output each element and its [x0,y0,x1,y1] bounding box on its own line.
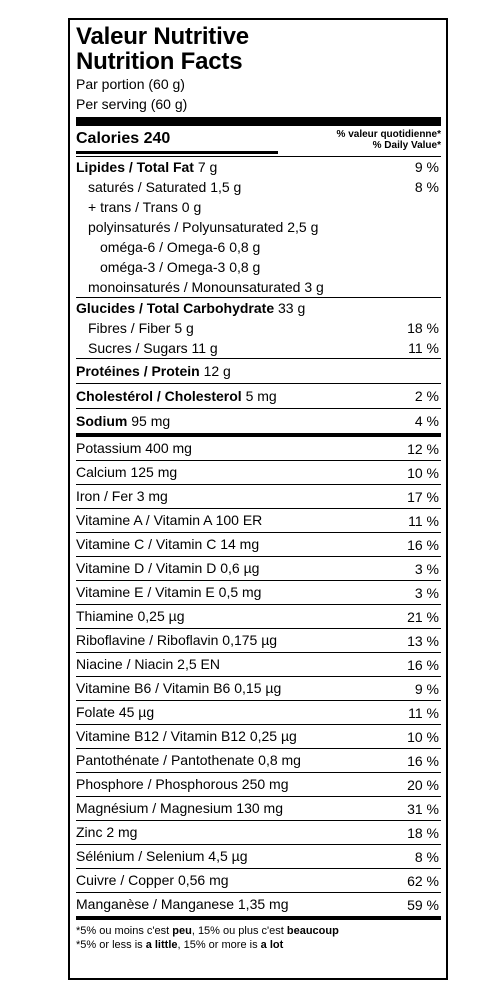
micronutrient-name [76,437,192,460]
micronutrient-amount: 3 mg [136,488,168,504]
micronutrient-row [76,532,441,556]
micronutrient-pct: 11 % [408,705,439,721]
micronutrient-amount: 125 mg [130,464,178,480]
sodium-label: Sodium [76,413,128,429]
micronutrient-row [76,748,441,772]
micronutrient-label: Vitamine D / Vitamin D [76,560,217,576]
serving-fr: Par portion (60 g) [76,76,185,92]
micronutrient-row [76,556,441,580]
fibre-pct: 18 % [407,320,439,336]
dv-header-en: % Daily Value* [372,140,441,151]
micronutrient-row [76,676,441,700]
micronutrient-pct: 59 % [407,897,439,913]
micronutrient-amount: 2,5 EN [177,656,220,672]
micronutrient-amount: 130 mg [236,800,283,816]
sodium-pct: 4 % [414,413,439,429]
micronutrient-amount: 100 ER [215,512,263,528]
micronutrient-pct: 11 % [408,513,439,529]
nutrition-facts-panel [68,18,448,980]
calories [76,129,170,149]
micronutrient-label: Vitamine E / Vitamin E [76,584,215,600]
micronutrient-amount: 0,6 µg [220,560,260,576]
fibre-amount: 5 g [174,320,194,336]
micronutrient-pct: 21 % [407,609,439,625]
omega6-row [76,237,441,257]
micronutrient-pct: 3 % [414,585,439,601]
carbs-row [76,298,441,318]
micronutrient-name [76,629,277,652]
micronutrient-name [76,557,259,580]
calories-underline [76,151,278,154]
micronutrient-pct: 13 % [407,633,439,649]
saturated-row [76,177,441,197]
micronutrient-label: Vitamine B6 / Vitamin B6 [76,680,231,696]
omega6-amount: 0,8 g [229,239,261,255]
micronutrient-amount: 0,25 µg [249,728,297,744]
sugars-pct: 11 % [408,340,439,356]
micronutrient-pct: 20 % [407,777,439,793]
fat-amount: 7 g [197,159,218,175]
omega3-row [76,257,441,277]
micronutrient-amount: 0,5 mg [218,584,262,600]
fat-label: Lipides / Total Fat [76,159,194,175]
micronutrient-pct: 16 % [407,537,439,553]
micronutrient-label: Cuivre / Copper [76,872,175,888]
micronutrient-pct: 10 % [407,465,439,481]
micronutrient-amount: 0,15 µg [234,680,282,696]
micronutrient-row [76,580,441,604]
micronutrient-name [76,701,154,724]
micronutrient-label: Pantothénate / Pantothenate [76,752,255,768]
micronutrient-name [76,749,301,772]
micronutrient-label: Folate [76,704,115,720]
micronutrient-name [76,821,137,844]
micronutrient-amount: 1,35 mg [237,896,289,912]
carbs-amount: 33 g [278,300,306,316]
micronutrient-list [76,437,441,916]
micronutrient-label: Iron / Fer [76,488,133,504]
micronutrient-name [76,461,177,484]
saturated-label: saturés / Saturated [88,179,207,195]
micronutrient-label: Vitamine C / Vitamin C [76,536,217,552]
omega6-label: oméga-6 / Omega-6 [100,239,226,255]
footnote-fr: *5% ou moins c'est peu, 15% ou plus c'est beaucoup [76,925,339,937]
omega3-amount: 0,8 g [229,259,261,275]
title-fr: Valeur Nutritive [76,23,249,50]
micronutrient-row [76,796,441,820]
cholesterol-row [76,384,441,408]
sugars-row [76,338,441,358]
micronutrient-amount: 14 mg [220,536,260,552]
micronutrient-row [76,604,441,628]
micronutrient-amount: 0,175 µg [222,632,278,648]
micronutrient-name [76,869,229,892]
calories-row [76,126,441,156]
protein-amount: 12 g [203,363,231,379]
micronutrient-row [76,652,441,676]
micronutrient-name [76,725,297,748]
mono-label: monoinsaturés / Monounsaturated [88,279,301,295]
micronutrient-row [76,844,441,868]
footnote [76,920,441,952]
micronutrient-name [76,509,262,532]
carbs-label: Glucides / Total Carbohydrate [76,300,275,316]
micronutrient-label: Manganèse / Manganese [76,896,234,912]
micronutrient-row [76,700,441,724]
micronutrient-pct: 12 % [407,441,439,457]
micronutrient-name [76,485,168,508]
micronutrient-pct: 9 % [414,681,439,697]
fat-row [76,157,441,177]
sugars-amount: 11 g [191,340,218,356]
micronutrient-row [76,820,441,844]
micronutrient-pct: 10 % [407,729,439,745]
micronutrient-name [76,797,283,820]
micronutrient-name [76,533,259,556]
micronutrient-pct: 16 % [407,753,439,769]
micronutrient-label: Potassium [76,440,142,456]
micronutrient-amount: 0,56 mg [177,872,229,888]
poly-label: polyinsaturés / Polyunsaturated [88,219,284,235]
calories-label: Calories [76,130,140,147]
micronutrient-amount: 400 mg [145,440,192,456]
daily-value-header [337,129,441,151]
micronutrient-label: Vitamine B12 / Vitamin B12 [76,728,246,744]
micronutrient-name [76,773,288,796]
micronutrient-label: Riboflavine / Riboflavin [76,632,219,648]
micronutrient-row [76,868,441,892]
mono-row [76,277,441,297]
title-en: Nutrition Facts [76,48,243,75]
footnote-en: *5% or less is a little, 15% or more is a lot [76,939,284,951]
micronutrient-amount: 45 µg [118,704,155,720]
serving-en: Per serving (60 g) [76,96,188,112]
poly-row [76,217,441,237]
divider-thick [76,117,441,126]
cholesterol-label: Cholestérol / Cholesterol [76,388,242,404]
micronutrient-row [76,628,441,652]
micronutrient-pct: 31 % [407,801,439,817]
saturated-pct: 8 % [414,179,439,195]
protein-label: Protéines / Protein [76,363,200,379]
micronutrient-amount: 0,8 mg [258,752,301,768]
trans-label: + trans / Trans [88,199,178,215]
fibre-label: Fibres / Fiber [88,320,171,336]
cholesterol-pct: 2 % [414,388,439,404]
micronutrient-row [76,484,441,508]
calories-value: 240 [143,130,171,147]
mono-amount: 3 g [304,279,324,295]
micronutrient-row [76,724,441,748]
protein-row [76,359,441,383]
micronutrient-label: Phosphore / Phosphorous [76,776,238,792]
micronutrient-label: Niacine / Niacin [76,656,174,672]
micronutrient-label: Thiamine [76,608,134,624]
poly-amount: 2,5 g [287,219,319,235]
micronutrient-label: Vitamine A / Vitamin A [76,512,212,528]
micronutrient-label: Calcium [76,464,127,480]
micronutrient-amount: 2 mg [106,824,138,840]
trans-row [76,197,441,217]
trans-amount: 0 g [181,199,202,215]
micronutrient-pct: 8 % [414,849,439,865]
micronutrient-row [76,772,441,796]
micronutrient-name [76,581,261,604]
micronutrient-name [76,677,281,700]
fat-pct: 9 % [414,159,439,175]
micronutrient-label: Magnésium / Magnesium [76,800,233,816]
sodium-amount: 95 mg [131,413,171,429]
sugars-label: Sucres / Sugars [88,340,188,356]
micronutrient-label: Sélénium / Selenium [76,848,205,864]
micronutrient-pct: 18 % [407,825,439,841]
micronutrient-name [76,893,288,916]
sodium-row [76,409,441,433]
saturated-amount: 1,5 g [210,179,242,195]
micronutrient-pct: 3 % [414,561,439,577]
micronutrient-amount: 0,25 µg [137,608,185,624]
micronutrient-amount: 4,5 µg [208,848,248,864]
micronutrient-row [76,460,441,484]
micronutrient-label: Zinc [76,824,103,840]
micronutrient-pct: 16 % [407,657,439,673]
micronutrient-amount: 250 mg [241,776,289,792]
micronutrient-pct: 17 % [407,489,439,505]
omega3-label: oméga-3 / Omega-3 [100,259,226,275]
micronutrient-name [76,653,220,676]
cholesterol-amount: 5 mg [245,388,277,404]
micronutrient-name [76,605,184,628]
micronutrient-pct: 62 % [407,873,439,889]
dv-header-fr: % valeur quotidienne* [336,129,441,140]
micronutrient-row [76,508,441,532]
micronutrient-row [76,437,441,460]
micronutrient-row [76,892,441,916]
micronutrient-name [76,845,248,868]
fibre-row [76,318,441,338]
